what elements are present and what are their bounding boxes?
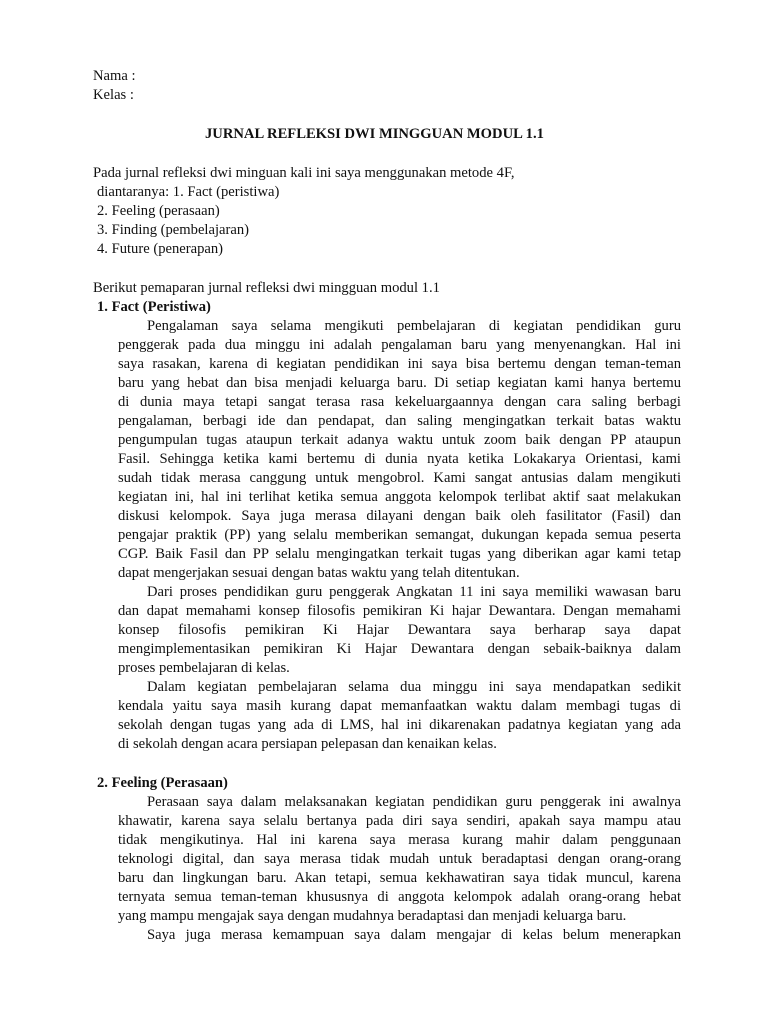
paragraph-line: mengimplementasikan pemikiran Ki Hajar Dewantara dengan sebaik-baiknya dalam <box>118 641 681 657</box>
intro-line: Pada jurnal refleksi dwi minguan kali ini saya menggunakan metode 4F, <box>93 165 515 181</box>
paragraph-line: diskusi kelompok. Saya juga merasa dilayani dengan baik oleh fasilitator (Fasil) dan <box>118 508 681 524</box>
paragraph-line: CGP. Baik Fasil dan PP selalu mengingatkan terkait tugas yang diberikan agar kami tetap <box>118 546 681 562</box>
paragraph-line: yang mampu mengajak saya dengan mudahnya beradaptasi dan menjadi keluarga baru. <box>118 908 627 924</box>
paragraph-line: pengalaman, berbagi ide dan pendapat, dan saling mengingatkan terkait batas waktu <box>118 413 681 429</box>
nama-label: Nama : <box>93 68 136 84</box>
paragraph-line: dapat mengerjakan sesuai dengan batas waktu yang telah ditentukan. <box>118 565 520 581</box>
paragraph-line: kegiatan ini, hal ini terlihat ketika semua anggota kelompok terlibat aktif saat melakukan <box>118 489 681 505</box>
kelas-label: Kelas : <box>93 87 134 103</box>
paragraph-line: ternyata semua teman-teman khususnya di anggota kelompok adalah orang-orang hebat <box>118 889 681 905</box>
paragraph-line: Dalam kegiatan pembelajaran selama dua minggu ini saya mendapatkan sedikit <box>147 679 681 695</box>
paragraph-line: di sekolah dengan acara persiapan pelepasan dan kenaikan kelas. <box>118 736 497 752</box>
paragraph-line: kendala yaitu saya masih kurang dapat memanfaatkan waktu dalam membagi tugas di <box>118 698 681 714</box>
paragraph-line: Fasil. Sehingga ketika kami bertemu di dunia nyata ketika Lokakarya Orientasi, kami <box>118 451 681 467</box>
intro-line: 4. Future (penerapan) <box>97 241 224 257</box>
section-heading-feeling: 2. Feeling (Perasaan) <box>97 775 228 791</box>
paragraph-line: konsep filosofis pemikiran Ki Hajar Dewantara saya berharap saya dapat <box>118 622 681 638</box>
paragraph-line: penggerak pada dua minggu ini adalah pengalaman baru yang menyenangkan. Hal ini <box>118 337 681 353</box>
paragraph-line: di dunia maya tetapi sangat terasa rasa kekeluargaannya dengan cara saling berbagi <box>118 394 681 410</box>
paragraph-line: proses pembelajaran di kelas. <box>118 660 290 676</box>
paragraph-line: saya rasakan, karena di kegiatan pendidikan ini saya bisa bertemu dengan teman-teman <box>118 356 681 372</box>
paragraph-line: baru yang hebat dan bisa menjadi keluarga baru. Di setiap kegiatan kami hanya bertemu <box>118 375 681 391</box>
paragraph-line: teknologi digital, dan saya merasa tidak mudah untuk beradaptasi dengan orang-orang <box>118 851 681 867</box>
paragraph-line: dan dapat memahami konsep filosofis pemikiran Ki hajar Dewantara. Dengan memahami <box>118 603 681 619</box>
paragraph-line: sudah tidak merasa canggung untuk mengobrol. Kami sangat antusias dalam mengikuti <box>118 470 681 486</box>
paragraph-line: tidak mengikutinya. Hal ini karena saya merasa kurang mahir dalam penggunaan <box>118 832 681 848</box>
paragraph-line: Perasaan saya dalam melaksanakan kegiatan pendidikan guru penggerak ini awalnya <box>147 794 681 810</box>
intro-line: diantaranya: 1. Fact (peristiwa) <box>97 184 280 200</box>
intro-line: 3. Finding (pembelajaran) <box>97 222 249 238</box>
pemaparan-line: Berikut pemaparan jurnal refleksi dwi mingguan modul 1.1 <box>93 280 440 296</box>
paragraph-line: khawatir, karena saya selalu bertanya pada diri saya sendiri, apakah saya mampu atau <box>118 813 681 829</box>
paragraph-line: baru dan lingkungan baru. Akan tetapi, semua kekhawatiran saya tidak muncul, karena <box>118 870 681 886</box>
paragraph-line: Saya juga merasa kemampuan saya dalam mengajar di kelas belum menerapkan <box>147 927 681 943</box>
section-heading-fact: 1. Fact (Peristiwa) <box>97 299 211 315</box>
paragraph-line: Pengalaman saya selama mengikuti pembelajaran di kegiatan pendidikan guru <box>147 318 681 334</box>
document-title: JURNAL REFLEKSI DWI MINGGUAN MODUL 1.1 <box>205 126 544 142</box>
paragraph-line: sekolah dengan tugas yang ada di LMS, hal ini dikarenakan padatnya kegiatan yang ada <box>118 717 681 733</box>
paragraph-line: Dari proses pendidikan guru penggerak Angkatan 11 ini saya memiliki wawasan baru <box>147 584 681 600</box>
intro-line: 2. Feeling (perasaan) <box>97 203 220 219</box>
paragraph-line: pengajar praktik (PP) yang selalu memberikan semangat, dukungan kepada semua peserta <box>118 527 681 543</box>
paragraph-line: pengumpulan tugas ataupun terkait adanya waktu untuk zoom baik dengan PP ataupun <box>118 432 681 448</box>
